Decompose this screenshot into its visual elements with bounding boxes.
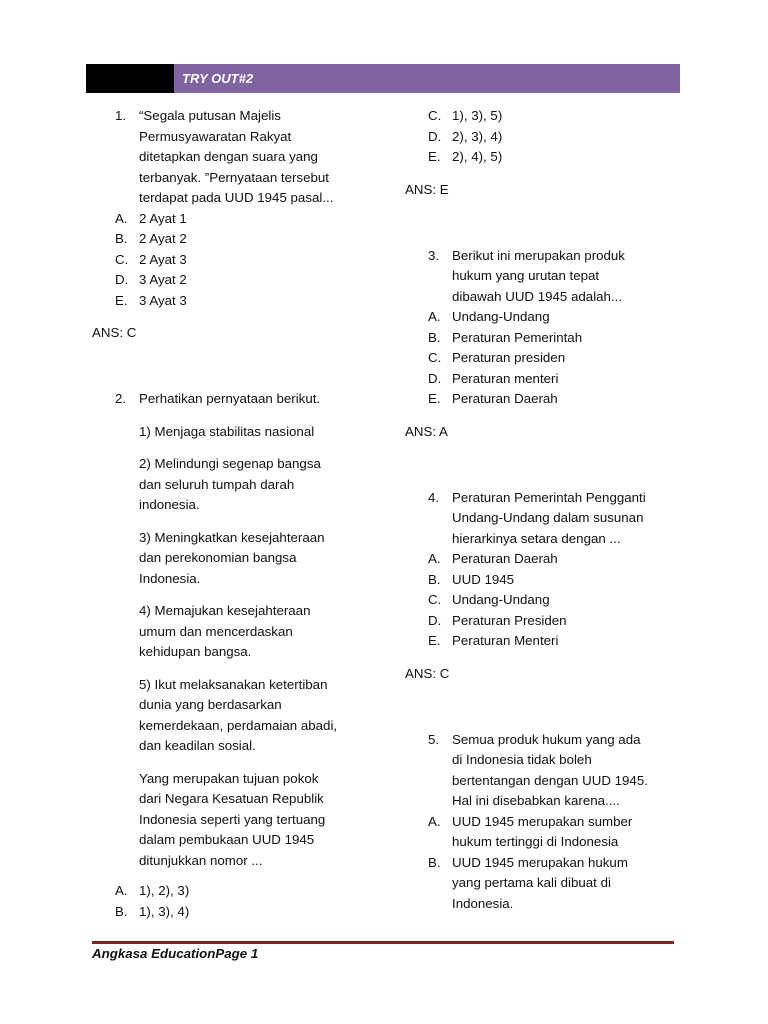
option-e: E. 3 Ayat 3 [115,292,187,308]
answer-3: ANS: A [405,423,448,439]
answer-2: ANS: E [405,181,449,197]
question-2 [92,389,362,922]
option-a: A. Peraturan Daerah [428,551,558,566]
question-3-line: 3. Berikut ini merupakan produk [405,246,675,267]
header-title: TRY OUT#2 [174,64,680,93]
option-b: B. 1), 3), 4) [115,903,190,919]
option-b: B. UUD 1945 merupakan hukum [428,854,628,870]
question-1-line: terdapat pada UUD 1945 pasal... [139,190,334,205]
question-3-line: hukum yang urutan tepat [452,268,600,283]
option-d: D. Peraturan menteri [428,370,559,386]
question-2-text: Yang merupakan tujuan pokok [139,770,319,786]
question-2-intro: 2. Perhatikan pernyataan berikut. [92,389,362,410]
question-5 [405,730,675,915]
option-b: B. UUD 1945 [428,571,515,587]
option-c: C. 1), 3), 5) [428,108,503,123]
option-c: C. Undang-Undang [428,592,550,607]
question-4 [405,488,675,684]
statement-2: dan seluruh tumpah darah [139,476,295,492]
option-c: C. Peraturan presiden [428,350,566,365]
statement-5: dan keadilan sosial. [139,738,256,753]
statement-5: dunia yang berdasarkan [139,697,282,712]
question-4-line: Undang-Undang dalam susunan [452,510,644,525]
question-3-number: 3. [428,247,440,263]
option-a: hukum tertinggi di Indonesia [452,834,619,849]
question-1 [92,106,362,343]
answer-4: ANS: C [405,665,450,681]
option-a: A. 1), 2), 3) [115,883,190,898]
footer-text: Angkasa EducationPage 1 [92,946,259,961]
question-2-text: Indonesia seperti yang tertuang [139,811,326,827]
option-b: Indonesia. [452,895,514,911]
option-c: C. 2 Ayat 3 [115,251,187,267]
question-2-text: dari Negara Kesatuan Republik [139,791,324,806]
question-2-number: 2. [115,391,127,406]
statement-5: kemerdekaan, perdamaian abadi, [139,717,338,733]
question-1-number: 1. [115,108,127,123]
statement-1: 1) Menjaga stabilitas nasional [139,423,315,439]
question-5-line: 5. Semua produk hukum yang ada [405,730,675,751]
option-d: D. Peraturan Presiden [428,612,567,628]
statement-4: kehidupan bangsa. [139,644,252,659]
right-column [405,106,675,914]
left-column [92,106,362,922]
header-black-block [86,64,174,93]
option-a: A. Undang-Undang [428,309,550,324]
statement-2: 2) Melindungi segenap bangsa [139,456,321,471]
option-a: A. 2 Ayat 1 [115,210,187,226]
option-e: E. Peraturan Daerah [428,391,558,406]
question-5-line: bertentangan dengan UUD 1945. [452,772,648,788]
question-5-line: Hal ini disebabkan karena.... [452,793,620,808]
question-5-line: di Indonesia tidak boleh [452,752,592,767]
question-5-number: 5. [428,731,440,747]
question-2-continued [405,106,675,200]
question-1-line: terbanyak. ”Pernyataan tersebut [139,169,329,185]
option-b: yang pertama kali dibuat di [452,875,611,890]
statement-3: Indonesia. [139,570,201,586]
option-d: D. 3 Ayat 2 [115,272,187,287]
question-2-text: ditunjukkan nomor ... [139,852,263,868]
header-bar [86,64,680,93]
question-2-text: dalam pembukaan UUD 1945 [139,832,315,847]
footer-rule [92,941,674,944]
option-a: A. UUD 1945 merupakan sumber [428,813,633,829]
option-d: D. 2), 3), 4) [428,128,503,144]
statement-3: dan perekonomian bangsa [139,550,297,565]
option-b: B. 2 Ayat 2 [115,231,187,246]
statement-4: 4) Memajukan kesejahteraan [139,603,311,618]
question-4-line: hierarkinya setara dengan ... [452,530,621,546]
option-e: E. Peraturan Menteri [428,633,559,648]
answer-1: ANS: C [92,325,137,340]
option-e: E. 2), 4), 5) [428,149,503,164]
statement-4: umum dan mencerdaskan [139,623,293,639]
statement-2: indonesia. [139,497,200,512]
question-3 [405,246,675,442]
statement-3: 3) Meningkatkan kesejahteraan [139,529,325,545]
question-1-line: Permusyawaratan Rakyat [139,128,292,144]
question-1-line: 1. “Segala putusan Majelis [92,106,362,127]
option-b: B. Peraturan Pemerintah [428,329,583,345]
question-4-number: 4. [428,489,440,505]
statement-5: 5) Ikut melaksanakan ketertiban [139,676,328,692]
question-3-line: dibawah UUD 1945 adalah... [452,288,623,304]
question-4-line: 4. Peraturan Pemerintah Pengganti [405,488,675,509]
question-1-line: ditetapkan dengan suara yang [139,149,318,164]
